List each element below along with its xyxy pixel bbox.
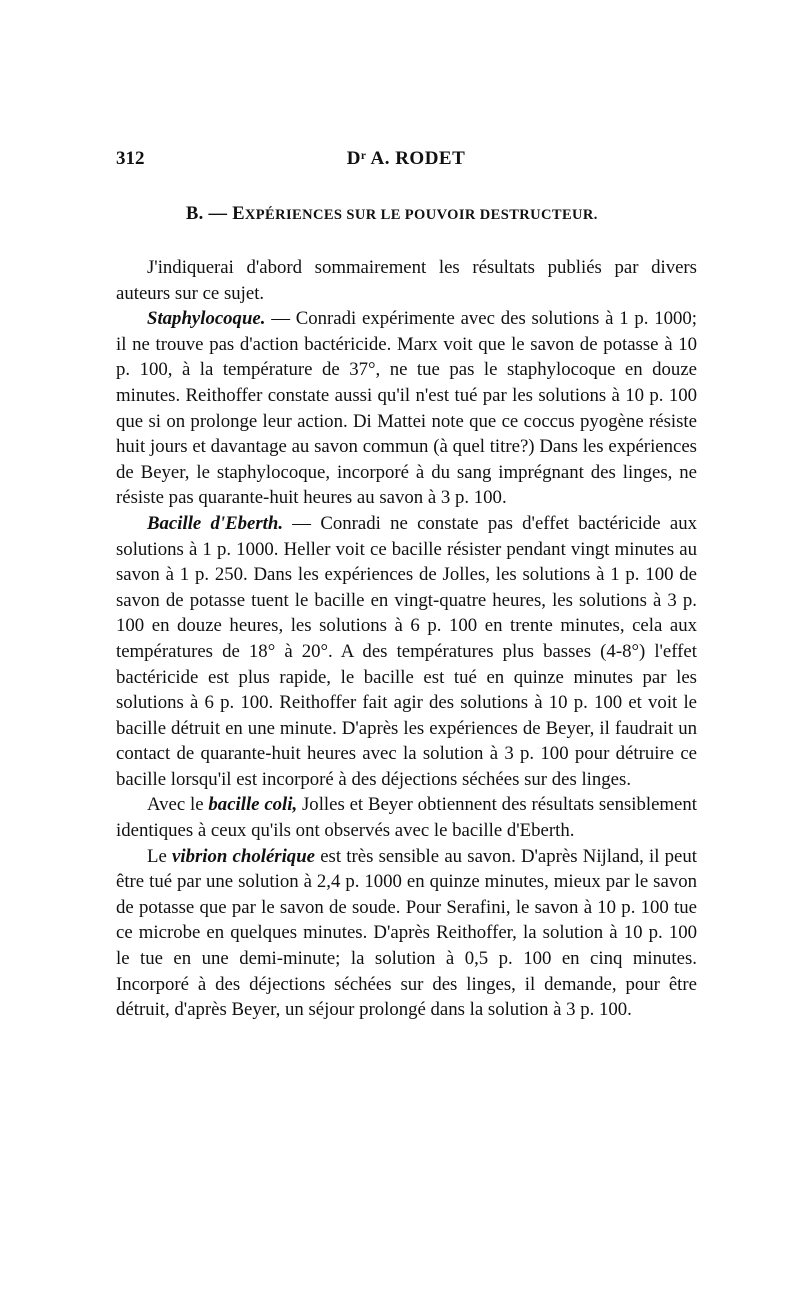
page-number: 312: [116, 148, 145, 169]
paragraph-term: Staphylocoque.: [147, 308, 266, 330]
paragraph-bacille-eberth: [116, 511, 697, 793]
paragraph-lead: Le: [147, 845, 173, 867]
paragraph-text: Jolles et Beyer obtiennent des résultats sensiblement identiques à ceux qu'ils ont observés avec le bacille d'Eberth.: [116, 794, 697, 842]
paragraph-staphylocoque: [116, 306, 697, 511]
paragraph-term: vibrion cholérique: [172, 845, 315, 867]
paragraph-term: Bacille d'Eberth.: [147, 512, 284, 534]
section-letter: B.: [186, 204, 204, 224]
running-head: Dʳ A. RODET: [346, 148, 466, 169]
paragraph-bacille-coli: [116, 792, 697, 843]
paragraph-text: — Conradi ne constate pas d'effet bactéricide aux solutions à 1 p. 1000. Heller voit ce bacille résister pendant vingt minutes au savon à 1 p. 250. Dans les expériences de Jolles, les solutions à 1 p. 100 de savon de potasse tuent le bacille en vingt-quatre heures, les solutions à 3 p. 100 en douze heures, les solutions à 6 p. 100 en trente minutes, cela aux températures de 18° à 20°. A des températures plus basses (4-8°) l'effet bactéricide est plus rapide, le bacille est tué en quinze minutes par les solutions à 6 p. 100. Reithoffer fait agir des solutions à 10 p. 100 et voit le bacille détruit en une minute. D'après les expériences de Beyer, il faudrait un contact de quarante-huit heures avec la solution à 3 p. 100 pour détruire ce bacille lorsqu'il est incorporé à des déjections séchées sur des linges.: [116, 512, 697, 790]
paragraph-text: — Conradi expérimente avec des solutions à 1 p. 1000; il ne trouve pas d'action bactéricide. Marx voit que le savon de potasse à 10 p. 100, à la température de 37°, ne tue pas le staphylocoque en douze minutes. Reithoffer constate aussi qu'il n'est tué par les solutions à 10 p. 100 que si on prolonge leur action. Di Mattei note que ce coccus pyogène résiste huit jours et davantage au savon commun (à quel titre?) Dans les expériences de Beyer, le staphylocoque, incorporé à du sang imprégnant des linges, ne résiste pas quarante-huit heures au savon à 3 p. 100.: [116, 308, 697, 509]
paragraph-intro: [116, 255, 697, 306]
paragraph-term: bacille coli,: [208, 794, 298, 816]
paragraph-lead: Avec le: [147, 794, 209, 816]
body-text: [116, 255, 697, 1023]
paragraph-vibrion-cholerique: [116, 844, 697, 1023]
section-dash: —: [208, 204, 228, 224]
section-title: XPÉRIENCES SUR LE POUVOIR DESTRUCTEUR.: [244, 207, 598, 223]
section-heading: [186, 204, 606, 225]
paragraph-text: est très sensible au savon. D'après Nijland, il peut être tué par une solution à 2,4 p. 1000 en quinze minutes, mieux par le savon de potasse que par le savon de soude. Pour Serafini, le savon à 10 p. 100 tue ce microbe en quelques minutes. D'après Reithoffer, la solution à 10 p. 100 le tue en une demi-minute; la solution à 0,5 p. 100 en cinq minutes. Incorporé à des déjections séchées sur des linges, il demande, pour être détruit, d'après Beyer, un séjour prolongé dans la solution à 3 p. 100.: [116, 845, 697, 1021]
page-header: [116, 148, 696, 178]
section-title-initial: E: [232, 204, 245, 224]
paragraph-text: J'indiquerai d'abord sommairement les résultats publiés par divers auteurs sur ce sujet.: [116, 257, 697, 304]
